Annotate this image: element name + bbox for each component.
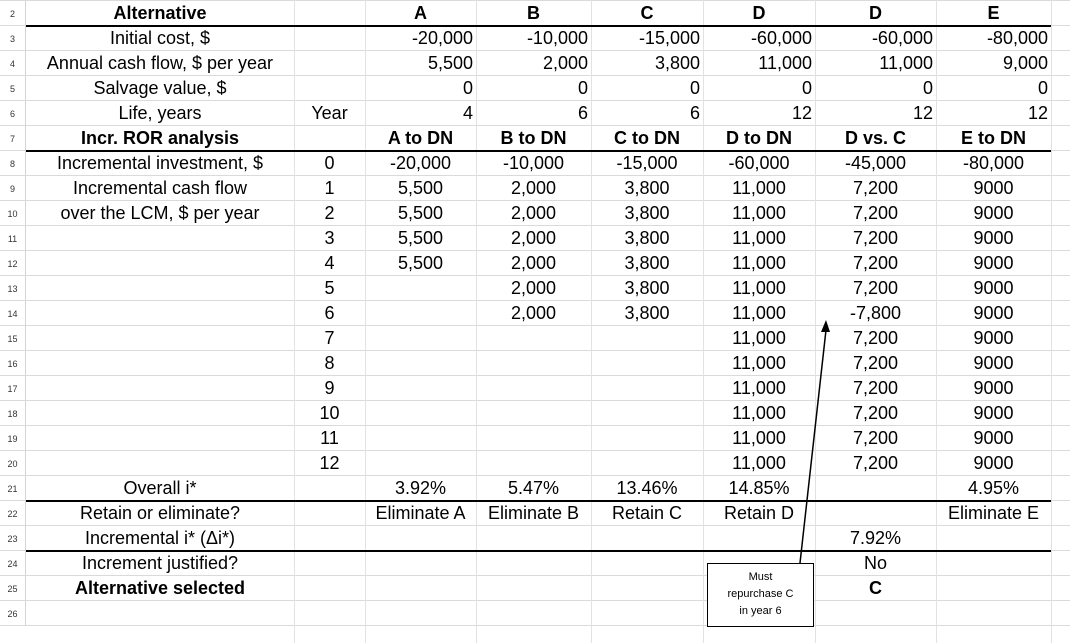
arrow-head: [821, 320, 830, 332]
cash-value[interactable]: 5,500: [397, 228, 444, 248]
cash-value[interactable]: 5,500: [397, 178, 444, 198]
callout-line: repurchase C: [727, 588, 794, 600]
year-number[interactable]: 8: [324, 353, 335, 373]
row-header[interactable]: 23: [0, 526, 26, 551]
row-header[interactable]: 2: [0, 1, 26, 26]
year-number[interactable]: 2: [324, 203, 335, 223]
info-value[interactable]: 4: [462, 103, 473, 123]
info-value[interactable]: -60,000: [871, 28, 933, 48]
retain-value[interactable]: Retain D: [723, 503, 795, 523]
row-header[interactable]: 26: [0, 601, 26, 626]
row-header[interactable]: 19: [0, 426, 26, 451]
info-value[interactable]: 0: [801, 78, 812, 98]
header-col[interactable]: E: [987, 3, 1000, 23]
info-label[interactable]: Life, years: [118, 103, 202, 123]
cash-value[interactable]: 2,000: [510, 278, 557, 298]
info-value[interactable]: -10,000: [526, 28, 588, 48]
cash-value[interactable]: 11,000: [732, 303, 786, 323]
cash-value[interactable]: 7,200: [852, 278, 899, 298]
info-value[interactable]: 5,500: [427, 53, 473, 73]
year-number[interactable]: 5: [324, 278, 335, 298]
selected-value[interactable]: C: [869, 578, 882, 598]
info-value[interactable]: 12: [1027, 103, 1048, 123]
info-value[interactable]: 6: [577, 103, 588, 123]
cash-value[interactable]: 9000: [973, 203, 1014, 223]
cash-label[interactable]: Incremental investment, $: [56, 153, 264, 173]
cash-value[interactable]: -60,000: [728, 153, 790, 173]
cash-value[interactable]: 9000: [973, 353, 1014, 373]
row-header[interactable]: 20: [0, 451, 26, 476]
cash-value[interactable]: -15,000: [616, 153, 678, 173]
cash-value[interactable]: 7,200: [852, 228, 899, 248]
row-header[interactable]: 25: [0, 576, 26, 601]
incr-col-header[interactable]: C to DN: [614, 128, 680, 148]
year-number[interactable]: 1: [324, 178, 335, 198]
year-number[interactable]: 6: [324, 303, 335, 323]
cash-value[interactable]: 7,200: [852, 378, 899, 398]
row-header[interactable]: 14: [0, 301, 26, 326]
overall-i-value[interactable]: 13.46%: [616, 478, 678, 498]
row-header[interactable]: 22: [0, 501, 26, 526]
incr-col-header[interactable]: D to DN: [726, 128, 792, 148]
incr-col-header[interactable]: E to DN: [961, 128, 1026, 148]
cash-value[interactable]: 11,000: [732, 253, 786, 273]
cash-value[interactable]: 9000: [973, 303, 1014, 323]
cash-value[interactable]: -80,000: [962, 153, 1025, 173]
cash-value[interactable]: 2,000: [510, 253, 557, 273]
row-header[interactable]: 24: [0, 551, 26, 576]
overall-i-value[interactable]: 5.47%: [507, 478, 560, 498]
cash-value[interactable]: 9000: [973, 453, 1014, 473]
cash-value[interactable]: 11,000: [732, 228, 786, 248]
incremental-i-label[interactable]: Incremental i* (Δi*): [84, 528, 236, 548]
cash-value[interactable]: 7,200: [852, 453, 899, 473]
row-header[interactable]: 9: [0, 176, 26, 201]
cash-value[interactable]: 11,000: [732, 453, 786, 473]
row-header[interactable]: 13: [0, 276, 26, 301]
header-col[interactable]: D: [869, 3, 882, 23]
incr-col-header[interactable]: A to DN: [387, 128, 454, 148]
row-header[interactable]: 3: [0, 26, 26, 51]
incremental-i-value[interactable]: 7.92%: [849, 528, 902, 548]
cash-value[interactable]: 3,800: [624, 228, 670, 248]
info-value[interactable]: 12: [912, 103, 933, 123]
cash-value[interactable]: 3,800: [624, 253, 670, 273]
cash-value[interactable]: 9000: [973, 328, 1014, 348]
cash-value[interactable]: -20,000: [389, 153, 452, 173]
cash-value[interactable]: -7,800: [849, 303, 902, 323]
row-header[interactable]: 11: [0, 226, 26, 251]
info-value[interactable]: 0: [689, 78, 700, 98]
info-value[interactable]: -20,000: [411, 28, 473, 48]
row-header[interactable]: 18: [0, 401, 26, 426]
row-header[interactable]: 8: [0, 151, 26, 176]
row-header[interactable]: 5: [0, 76, 26, 101]
info-value[interactable]: 2,000: [542, 53, 588, 73]
row-header[interactable]: 12: [0, 251, 26, 276]
row-header[interactable]: 16: [0, 351, 26, 376]
info-value[interactable]: 0: [577, 78, 588, 98]
justified-label[interactable]: Increment justified?: [81, 553, 239, 573]
cash-value[interactable]: 2,000: [510, 303, 557, 323]
info-value[interactable]: 9,000: [1002, 53, 1048, 73]
cash-value[interactable]: 7,200: [852, 403, 899, 423]
header-alternative-label[interactable]: Alternative: [113, 3, 207, 23]
cash-value[interactable]: 11,000: [732, 278, 786, 298]
cash-value[interactable]: 11,000: [732, 378, 786, 398]
info-value[interactable]: -15,000: [638, 28, 700, 48]
arrow-line: [800, 330, 826, 563]
info-value[interactable]: 6: [689, 103, 700, 123]
info-value[interactable]: -60,000: [750, 28, 812, 48]
info-label[interactable]: Annual cash flow, $ per year: [46, 53, 274, 73]
header-col[interactable]: C: [640, 3, 654, 23]
info-value[interactable]: 12: [791, 103, 812, 123]
callout-line: Must: [748, 571, 773, 583]
incr-col-header[interactable]: D vs. C: [844, 128, 907, 148]
row-header[interactable]: 21: [0, 476, 26, 501]
cash-value[interactable]: -10,000: [502, 153, 565, 173]
cash-value[interactable]: 3,800: [624, 278, 670, 298]
cash-value[interactable]: 7,200: [852, 203, 899, 223]
cash-value[interactable]: 2,000: [510, 178, 557, 198]
row-header[interactable]: 10: [0, 201, 26, 226]
row-header[interactable]: 7: [0, 126, 26, 151]
overall-i-value[interactable]: 14.85%: [728, 478, 790, 498]
retain-value[interactable]: Eliminate E: [947, 503, 1040, 523]
year-number[interactable]: 3: [324, 228, 335, 248]
info-value[interactable]: 0: [1037, 78, 1048, 98]
row-header[interactable]: 15: [0, 326, 26, 351]
year-number[interactable]: 4: [324, 253, 335, 273]
incr-col-header[interactable]: B to DN: [500, 128, 567, 148]
cash-value[interactable]: 3,800: [624, 178, 670, 198]
cash-value[interactable]: 7,200: [852, 353, 899, 373]
cash-value[interactable]: 9000: [973, 378, 1014, 398]
year-number[interactable]: 9: [324, 378, 335, 398]
cash-value[interactable]: 7,200: [852, 253, 899, 273]
header-col[interactable]: A: [414, 3, 427, 23]
cash-value[interactable]: 7,200: [852, 178, 899, 198]
year-number[interactable]: 12: [319, 453, 340, 473]
year-number[interactable]: 0: [324, 153, 335, 173]
year-number[interactable]: 10: [319, 403, 340, 423]
info-label[interactable]: Initial cost, $: [109, 28, 211, 48]
cash-value[interactable]: 9000: [973, 403, 1014, 423]
cash-value[interactable]: 5,500: [397, 203, 444, 223]
justified-value[interactable]: No: [863, 553, 887, 573]
cash-value[interactable]: 9000: [973, 253, 1014, 273]
info-value[interactable]: 0: [462, 78, 473, 98]
year-number[interactable]: 11: [320, 428, 339, 448]
info-label[interactable]: Salvage value, $: [93, 78, 227, 98]
header-col[interactable]: B: [527, 3, 540, 23]
cash-value[interactable]: -45,000: [844, 153, 907, 173]
cash-value[interactable]: 2,000: [510, 203, 557, 223]
cash-value[interactable]: 3,800: [624, 203, 670, 223]
year-label[interactable]: Year: [311, 103, 348, 123]
selected-label[interactable]: Alternative selected: [74, 578, 246, 598]
cash-value[interactable]: 9000: [973, 428, 1014, 448]
overall-i-value[interactable]: 3.92%: [394, 478, 447, 498]
retain-value[interactable]: Eliminate A: [375, 503, 466, 523]
overall-i-value[interactable]: 4.95%: [967, 478, 1020, 498]
retain-value[interactable]: Eliminate B: [487, 503, 580, 523]
info-value[interactable]: 11,000: [879, 53, 933, 73]
row-header[interactable]: 6: [0, 101, 26, 126]
cash-value[interactable]: 7,200: [852, 328, 899, 348]
row-header[interactable]: 17: [0, 376, 26, 401]
info-value[interactable]: 0: [922, 78, 933, 98]
cash-value[interactable]: 11,000: [732, 353, 786, 373]
cash-value[interactable]: 11,000: [732, 203, 786, 223]
cash-value[interactable]: 2,000: [510, 228, 557, 248]
cash-value[interactable]: 7,200: [852, 428, 899, 448]
cash-value[interactable]: 11,000: [732, 328, 786, 348]
cash-value[interactable]: 9000: [973, 228, 1014, 248]
cash-value[interactable]: 11,000: [732, 428, 786, 448]
info-value[interactable]: 11,000: [758, 53, 812, 73]
cash-label[interactable]: over the LCM, $ per year: [60, 203, 260, 223]
header-col[interactable]: D: [752, 3, 766, 23]
row-header[interactable]: 4: [0, 51, 26, 76]
cash-label[interactable]: Incremental cash flow: [72, 178, 248, 198]
retain-value[interactable]: Retain C: [611, 503, 683, 523]
retain-label[interactable]: Retain or eliminate?: [79, 503, 241, 523]
cash-value[interactable]: 11,000: [732, 178, 786, 198]
callout-line: in year 6: [739, 605, 782, 617]
info-value[interactable]: -80,000: [986, 28, 1048, 48]
cash-value[interactable]: 9000: [973, 278, 1014, 298]
incr-ror-label[interactable]: Incr. ROR analysis: [80, 128, 240, 148]
cash-value[interactable]: 11,000: [732, 403, 786, 423]
year-number[interactable]: 7: [324, 328, 335, 348]
overall-i-label[interactable]: Overall i*: [123, 478, 197, 498]
info-value[interactable]: 3,800: [654, 53, 700, 73]
cash-value[interactable]: 5,500: [397, 253, 444, 273]
cash-value[interactable]: 9000: [973, 178, 1014, 198]
cash-value[interactable]: 3,800: [624, 303, 670, 323]
